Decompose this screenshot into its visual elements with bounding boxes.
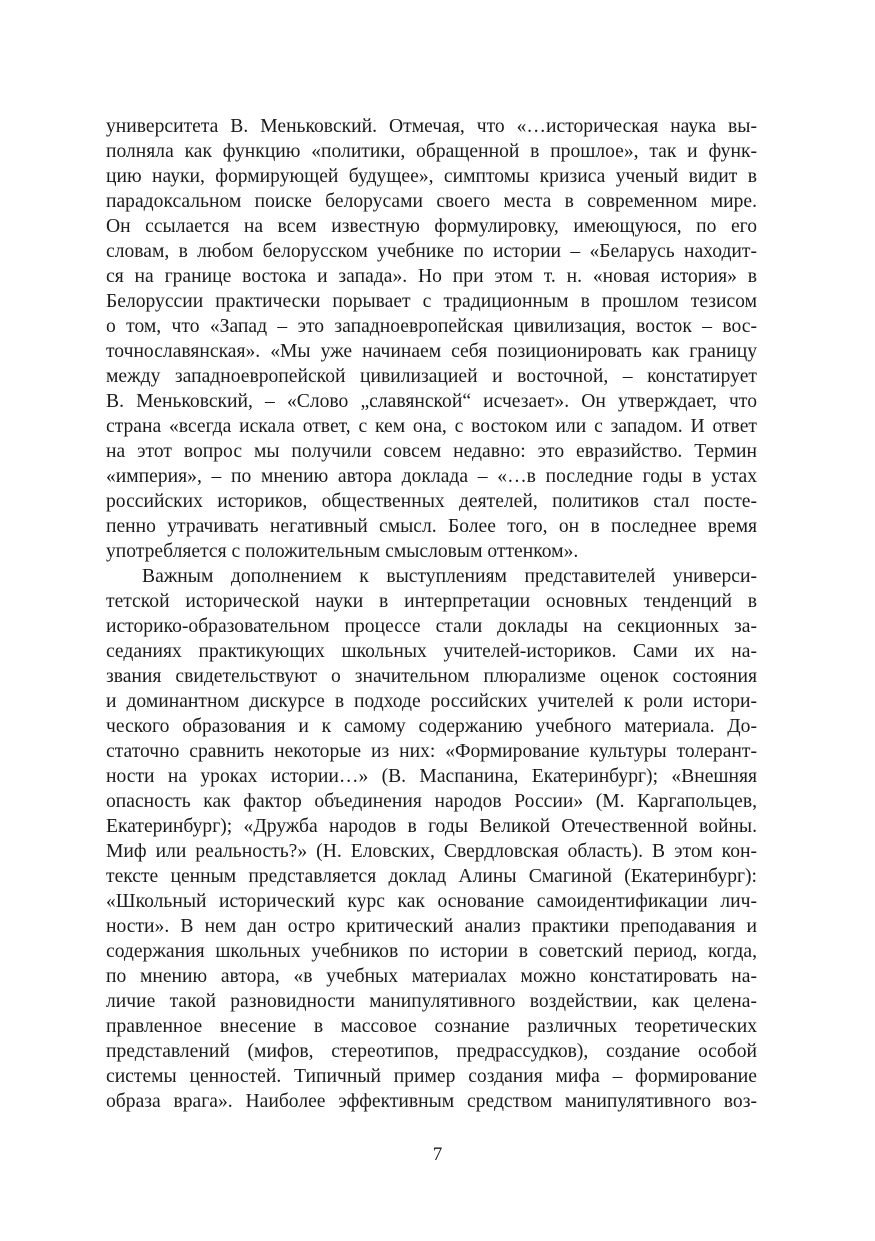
text-line: опасность как фактор объединения народов России» (М. Каргапольцев, xyxy=(106,791,757,812)
text-line: и доминантном дискурсе в подходе российских учителей к роли истори- xyxy=(106,691,757,712)
page-number: 7 xyxy=(432,1144,443,1165)
text-line: на этот вопрос мы получили совсем недавно: это евразийство. Термин xyxy=(106,441,757,462)
text-line: словам, в любом белорусском учебнике по истории – «Беларусь находит- xyxy=(106,241,757,262)
text-line: Важным дополнением к выступлениям представителей универси- xyxy=(142,566,757,587)
text-line: «Школьный исторический курс как основание самоидентификации лич- xyxy=(106,891,757,912)
text-line: полняла как функцию «политики, обращенной в прошлое», так и функ- xyxy=(106,141,757,162)
text-line: тетской исторической науки в интерпретации основных тенденций в xyxy=(106,591,757,612)
text-line: ческого образования и к самому содержанию учебного материала. До- xyxy=(106,716,757,737)
text-line: представлений (мифов, стереотипов, предрассудков), создание особой xyxy=(106,1041,757,1062)
text-line: В. Меньковский, – «Слово „славянской“ исчезает». Он утверждает, что xyxy=(106,391,757,412)
text-line: ности». В нем дан остро критический анализ практики преподавания и xyxy=(106,916,757,937)
paragraph-1 xyxy=(106,114,757,564)
text-line: Екатеринбург); «Дружба народов в годы Великой Отечественной войны. xyxy=(106,816,757,837)
text-line: тексте ценным представляется доклад Алины Смагиной (Екатеринбург): xyxy=(106,866,757,887)
text-line: о том, что «Запад – это западноевропейская цивилизация, восток – вос- xyxy=(106,316,757,337)
text-line: образа врага». Наиболее эффективным средством манипулятивного воз- xyxy=(106,1091,757,1112)
text-line: по мнению автора, «в учебных материалах можно констатировать на- xyxy=(106,966,757,987)
text-line: употребляется с положительным смысловым оттенком». xyxy=(106,541,579,562)
text-line: содержания школьных учебников по истории в советский период, когда, xyxy=(106,941,757,962)
text-line: российских историков, общественных деятелей, политиков стал посте- xyxy=(106,491,757,512)
text-line: звания свидетельствуют о значительном плюрализме оценок состояния xyxy=(106,666,757,687)
paragraph-2 xyxy=(106,564,757,1114)
text-line: Он ссылается на всем известную формулировку, имеющуюся, по его xyxy=(106,216,757,237)
body-text xyxy=(106,114,757,1114)
text-line: Миф или реальность?» (Н. Еловских, Свердловская область). В этом кон- xyxy=(106,841,757,862)
text-line: историко-образовательном процессе стали доклады на секционных за- xyxy=(106,616,757,637)
text-line: личие такой разновидности манипулятивного воздействии, как целена- xyxy=(106,991,757,1012)
text-line: парадоксальном поиске белорусами своего места в современном мире. xyxy=(106,191,757,212)
text-line: университета В. Меньковский. Отмечая, что «…историческая наука вы- xyxy=(106,116,757,137)
text-line: цию науки, формирующей будущее», симптомы кризиса ученый видит в xyxy=(106,166,757,187)
text-line: точнославянская». «Мы уже начинаем себя позиционировать как границу xyxy=(106,341,757,362)
text-line: ся на границе востока и запада». Но при этом т. н. «новая история» в xyxy=(106,266,757,287)
text-line: правленное внесение в массовое сознание различных теоретических xyxy=(106,1016,757,1037)
text-line: системы ценностей. Типичный пример создания мифа – формирование xyxy=(106,1066,757,1087)
text-line: пенно утрачивать негативный смысл. Более того, он в последнее время xyxy=(106,516,757,537)
text-line: «империя», – по мнению автора доклада – «…в последние годы в устах xyxy=(106,466,757,487)
text-line: ности на уроках истории…» (В. Маспанина, Екатеринбург); «Внешняя xyxy=(106,766,757,787)
text-line: седаниях практикующих школьных учителей-историков. Сами их на- xyxy=(106,641,757,662)
text-line: страна «всегда искала ответ, с кем она, с востоком или с западом. И ответ xyxy=(106,416,757,437)
text-line: Белоруссии практически порывает с традиционным в прошлом тезисом xyxy=(106,291,757,312)
text-line: статочно сравнить некоторые из них: «Формирование культуры толерант- xyxy=(106,741,757,762)
text-line: между западноевропейской цивилизацией и восточной, – констатирует xyxy=(106,366,757,387)
